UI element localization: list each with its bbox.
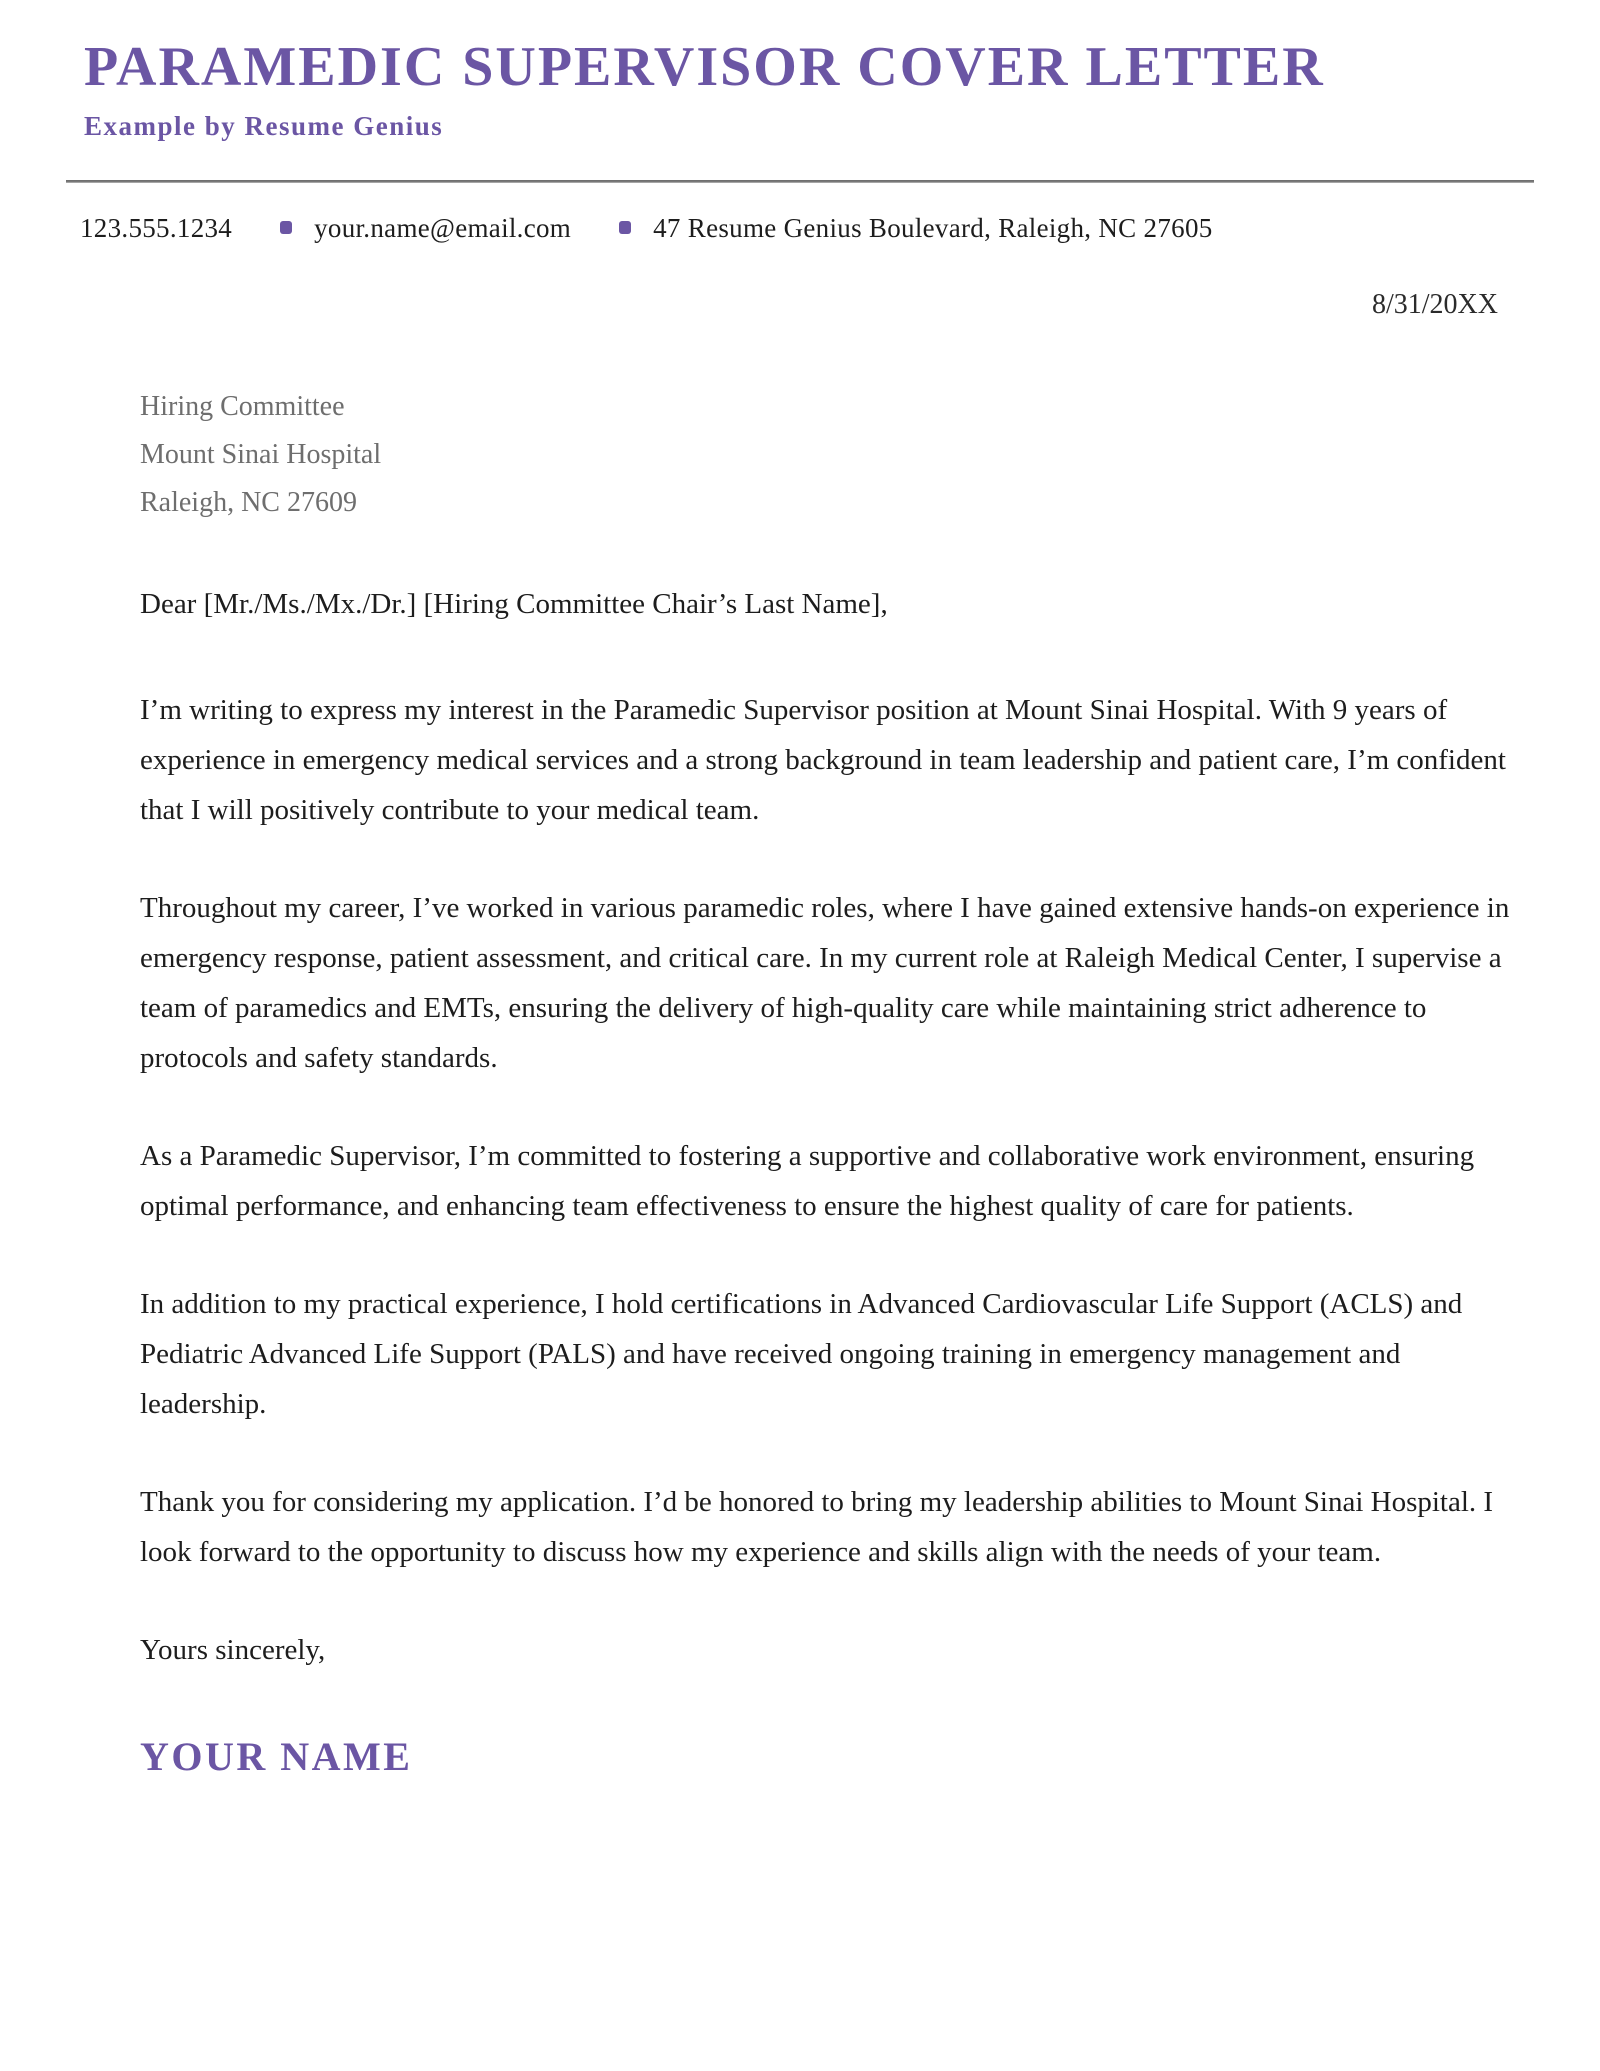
recipient-line: Raleigh, NC 27609 — [140, 486, 357, 518]
mailing-address: 47 Resume Genius Boulevard, Raleigh, NC 27605 — [653, 212, 1213, 243]
page-header — [80, 36, 1520, 142]
body-paragraph: Thank you for considering my application. I’d be honored to bring my leadership abilities to Mount Sinai Hospital. I look forward to the opportunity to discuss how my experience and skills align with the needs of your team. — [140, 1485, 1494, 1568]
body-paragraph: Throughout my career, I’ve worked in various paramedic roles, where I have gained extensive hands-on experience in emergency response, patient assessment, and critical care. In my current role at Raleigh Medical Center, I supervise a team of paramedics and EMTs, ensuring the delivery of high-quality care while maintaining strict adherence to protocols and safety standards. — [140, 891, 1510, 1074]
letter-date: 8/31/20XX — [1372, 288, 1498, 320]
header-divider — [66, 180, 1534, 183]
phone-number: 123.555.1234 — [80, 212, 233, 243]
body-paragraph: As a Paramedic Supervisor, I’m committed to fostering a supportive and collaborative work environment, ensuring optimal performance, and enhancing team effectiveness to ensure the highest quality of care for patients. — [140, 1139, 1475, 1222]
square-bullet-icon — [280, 221, 292, 234]
body-paragraph: I’m writing to express my interest in the Paramedic Supervisor position at Mount Sinai Hospital. With 9 years of experience in emergency medical services and a strong background in team leadership and patient care, I’m confident that I will positively contribute to your medical team. — [140, 693, 1506, 826]
recipient-line: Mount Sinai Hospital — [140, 438, 382, 470]
signature-name: YOUR NAME — [140, 1733, 413, 1779]
page-subtitle: Example by Resume Genius — [84, 110, 444, 141]
recipient-block — [140, 383, 1512, 527]
body-paragraph: In addition to my practical experience, I hold certifications in Advanced Cardiovascular Life Support (ACLS) and Pediatric Advanced Life Support (PALS) and have received ongoing training in emergency management and leadership. — [140, 1287, 1463, 1420]
square-bullet-icon — [619, 221, 631, 234]
salutation: Dear [Mr./Ms./Mx./Dr.] [Hiring Committee Chair’s Last Name], — [140, 587, 888, 620]
contact-bar — [80, 211, 1520, 245]
closing-line: Yours sincerely, — [140, 1633, 326, 1666]
recipient-line: Hiring Committee — [140, 390, 345, 422]
letter-body — [140, 287, 1512, 1781]
email-address: your.name@email.com — [314, 212, 572, 243]
page-title: PARAMEDIC SUPERVISOR COVER LETTER — [84, 36, 1325, 98]
